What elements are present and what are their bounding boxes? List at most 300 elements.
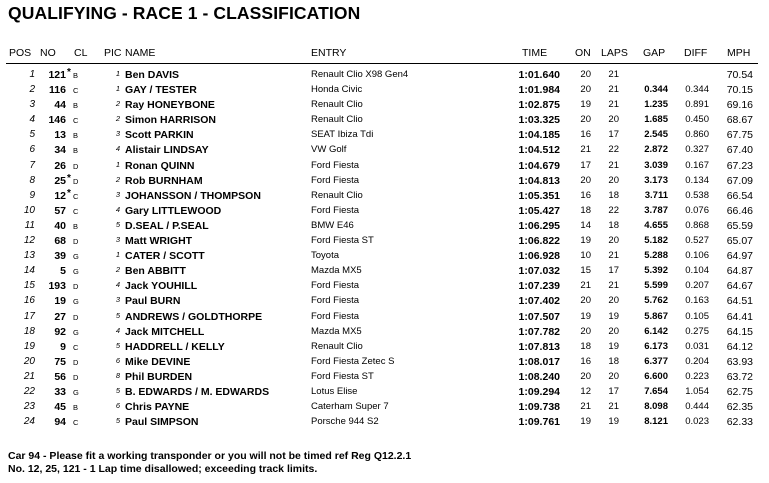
cell-mph: 67.40: [726, 144, 753, 157]
cell-time: 1:03.325: [518, 114, 560, 127]
cell-laps: 19: [608, 416, 619, 428]
table-row: [0, 310, 769, 325]
cell-diff: 0.207: [685, 280, 709, 292]
cell-gap: 6.173: [644, 340, 668, 352]
cell-mph: 64.67: [726, 280, 753, 293]
cell-diff: 0.450: [685, 114, 709, 126]
cell-pic: 3: [115, 129, 120, 139]
cell-mph: 69.16: [726, 99, 753, 112]
cell-star: *: [67, 187, 71, 199]
cell-pic: 5: [115, 310, 120, 320]
cell-on: 14: [580, 219, 591, 231]
cell-entry: Ford Fiesta: [311, 310, 360, 322]
cell-cl: D: [73, 176, 79, 186]
cell-on: 20: [580, 114, 591, 126]
cell-on: 18: [580, 204, 591, 216]
cell-no: 25: [54, 174, 66, 187]
cell-name: Rob BURNHAM: [125, 174, 203, 187]
cell-name: Ray HONEYBONE: [125, 99, 215, 112]
cell-cl: B: [73, 131, 79, 141]
cell-entry: Ford Fiesta ST: [311, 370, 374, 382]
cell-pos: 10: [23, 204, 35, 216]
cell-diff: 0.275: [685, 325, 709, 337]
cell-no: 56: [54, 370, 66, 383]
cell-gap: 7.654: [644, 385, 668, 397]
cell-on: 20: [580, 295, 591, 307]
cell-name: Gary LITTLEWOOD: [125, 204, 222, 217]
cell-no: 33: [54, 385, 66, 398]
cell-pic: 1: [115, 250, 120, 260]
cell-on: 20: [580, 69, 591, 80]
cell-pos: 2: [29, 84, 35, 96]
cell-no: 94: [54, 416, 66, 429]
cell-laps: 20: [608, 295, 619, 307]
cell-no: 92: [54, 325, 66, 338]
cell-on: 21: [580, 280, 591, 292]
cell-entry: Renault Clio: [311, 340, 363, 352]
cell-pic: 5: [115, 340, 120, 350]
cell-pos: 9: [29, 189, 35, 201]
cell-pos: 24: [23, 416, 35, 428]
cell-entry: SEAT Ibiza Tdi: [311, 129, 374, 141]
cell-time: 1:06.822: [518, 235, 560, 248]
cell-laps: 17: [608, 129, 619, 141]
cell-cl: D: [73, 237, 79, 247]
col-mph: MPH: [727, 47, 751, 59]
cell-name: Paul BURN: [125, 295, 181, 308]
cell-pic: 4: [115, 204, 120, 214]
cell-on: 20: [580, 84, 591, 96]
table-row: [0, 128, 769, 143]
cell-on: 19: [580, 310, 591, 322]
cell-laps: 21: [608, 401, 619, 413]
cell-gap: 5.288: [644, 250, 668, 262]
cell-cl: B: [73, 146, 79, 156]
cell-diff: 0.860: [685, 129, 709, 141]
cell-no: 19: [54, 295, 66, 308]
cell-gap: 0.344: [644, 84, 668, 96]
cell-mph: 62.75: [726, 385, 753, 398]
cell-on: 19: [580, 235, 591, 247]
cell-laps: 20: [608, 235, 619, 247]
cell-star: *: [67, 67, 71, 78]
cell-name: ANDREWS / GOLDTHORPE: [125, 310, 263, 323]
cell-pic: 4: [115, 325, 120, 335]
cell-cl: C: [73, 86, 79, 96]
cell-mph: 65.59: [726, 219, 753, 232]
cell-mph: 66.46: [726, 204, 753, 217]
cell-pic: 5: [115, 385, 120, 395]
cell-on: 10: [580, 250, 591, 262]
cell-no: 75: [54, 355, 66, 368]
cell-diff: 0.204: [685, 355, 709, 367]
cell-mph: 70.54: [726, 69, 753, 81]
table-row: [0, 219, 769, 234]
cell-no: 57: [54, 204, 66, 217]
cell-pic: 2: [115, 265, 120, 275]
cell-entry: Renault Clio: [311, 99, 363, 111]
cell-pic: 1: [115, 69, 120, 78]
cell-gap: 3.787: [644, 204, 668, 216]
col-diff: DIFF: [684, 47, 708, 59]
cell-no: 5: [60, 265, 66, 278]
cell-on: 12: [580, 385, 591, 397]
cell-on: 16: [580, 355, 591, 367]
cell-no: 27: [54, 310, 66, 323]
cell-pos: 1: [29, 69, 35, 80]
cell-name: GAY / TESTER: [125, 84, 197, 97]
cell-diff: 0.223: [685, 370, 709, 382]
cell-laps: 17: [608, 385, 619, 397]
cell-pic: 2: [115, 174, 120, 184]
cell-gap: 3.711: [644, 189, 668, 201]
cell-gap: 4.655: [644, 219, 668, 231]
cell-mph: 67.09: [726, 174, 753, 187]
footnotes: [8, 450, 411, 476]
table-row: [0, 355, 769, 370]
cell-pic: 3: [115, 295, 120, 305]
cell-mph: 66.54: [726, 189, 753, 202]
col-pos: POS: [9, 47, 32, 59]
cell-no: 34: [54, 144, 66, 157]
cell-pos: 6: [29, 144, 35, 156]
table-row: [0, 143, 769, 158]
cell-pos: 14: [23, 265, 35, 277]
cell-diff: 0.163: [685, 295, 709, 307]
cell-gap: 6.142: [644, 325, 668, 337]
cell-pos: 7: [29, 159, 35, 171]
cell-no: 9: [60, 340, 66, 353]
col-laps: LAPS: [601, 47, 628, 59]
cell-on: 18: [580, 340, 591, 352]
cell-pos: 5: [29, 129, 35, 141]
cell-name: Ronan QUINN: [125, 159, 195, 172]
cell-time: 1:05.351: [518, 189, 560, 202]
cell-pos: 16: [23, 295, 35, 307]
table-row: [0, 234, 769, 249]
cell-gap: 5.867: [644, 310, 668, 322]
cell-time: 1:05.427: [518, 204, 560, 217]
cell-diff: 0.076: [685, 204, 709, 216]
cell-diff: 0.527: [685, 235, 709, 247]
cell-cl: B: [73, 221, 79, 231]
cell-diff: 0.106: [685, 250, 709, 262]
cell-entry: Honda Civic: [311, 84, 363, 96]
cell-name: Simon HARRISON: [125, 114, 217, 127]
header-divider: [6, 63, 758, 64]
cell-name: Jack MITCHELL: [125, 325, 205, 338]
page-title: QUALIFYING - RACE 1 - CLASSIFICATION: [8, 3, 361, 23]
cell-no: 40: [54, 219, 66, 232]
table-header: [0, 47, 769, 61]
cell-pic: 5: [115, 416, 120, 426]
cell-cl: B: [73, 71, 79, 80]
cell-laps: 19: [608, 340, 619, 352]
cell-diff: 0.023: [685, 416, 709, 428]
cell-entry: Caterham Super 7: [311, 401, 389, 413]
cell-on: 17: [580, 159, 591, 171]
cell-pos: 4: [29, 114, 35, 126]
cell-time: 1:02.875: [518, 99, 560, 112]
table-row: [0, 83, 769, 98]
cell-on: 16: [580, 129, 591, 141]
cell-time: 1:08.240: [518, 370, 560, 383]
cell-laps: 20: [608, 174, 619, 186]
cell-entry: Ford Fiesta ST: [311, 235, 374, 247]
cell-gap: 2.545: [644, 129, 668, 141]
cell-pos: 23: [23, 401, 35, 413]
cell-cl: D: [73, 282, 79, 292]
cell-entry: BMW E46: [311, 219, 354, 231]
cell-time: 1:07.813: [518, 340, 560, 353]
cell-time: 1:07.402: [518, 295, 560, 308]
cell-no: 45: [54, 401, 66, 414]
cell-entry: Toyota: [311, 250, 339, 262]
cell-on: 21: [580, 144, 591, 156]
cell-no: 12: [54, 189, 66, 202]
cell-time: 1:07.032: [518, 265, 560, 278]
table-row: [0, 385, 769, 400]
cell-cl: G: [73, 252, 79, 262]
table-row: [0, 264, 769, 279]
cell-cl: G: [73, 327, 79, 337]
cell-entry: Mazda MX5: [311, 265, 362, 277]
cell-no: 26: [54, 159, 66, 172]
table-row: [0, 370, 769, 385]
cell-time: 1:01.984: [518, 84, 560, 97]
cell-cl: D: [73, 312, 79, 322]
cell-entry: Renault Clio X98 Gen4: [311, 69, 409, 80]
table-row: [0, 249, 769, 264]
cell-time: 1:04.813: [518, 174, 560, 187]
cell-pic: 6: [115, 355, 120, 365]
cell-cl: G: [73, 267, 79, 277]
cell-entry: Porsche 944 S2: [311, 416, 379, 428]
cell-mph: 64.97: [726, 250, 753, 263]
cell-pic: 8: [115, 370, 120, 380]
col-no: NO: [40, 47, 56, 59]
table-row: [0, 113, 769, 128]
cell-time: 1:04.679: [518, 159, 560, 172]
cell-time: 1:01.640: [518, 69, 560, 81]
table-row: [0, 174, 769, 189]
cell-no: 44: [54, 99, 66, 112]
cell-no: 146: [48, 114, 66, 127]
cell-diff: 0.104: [685, 265, 709, 277]
col-time: TIME: [522, 47, 548, 59]
cell-laps: 20: [608, 114, 619, 126]
cell-no: 121: [48, 69, 66, 81]
table-row: [0, 204, 769, 219]
cell-pos: 3: [29, 99, 35, 111]
cell-pic: 6: [115, 401, 120, 411]
cell-pic: 2: [115, 99, 120, 109]
cell-on: 20: [580, 325, 591, 337]
cell-entry: Ford Fiesta: [311, 159, 360, 171]
cell-gap: 5.599: [644, 280, 668, 292]
cell-pos: 11: [24, 219, 35, 231]
table-row: [0, 400, 769, 415]
cell-mph: 64.15: [726, 325, 753, 338]
cell-no: 116: [49, 84, 66, 97]
table-row: [0, 68, 769, 83]
cell-entry: Renault Clio: [311, 189, 363, 201]
cell-pic: 1: [115, 159, 120, 169]
cell-no: 193: [48, 280, 66, 293]
cell-entry: Ford Fiesta Zetec S: [311, 355, 395, 367]
cell-name: Phil BURDEN: [125, 370, 193, 383]
cell-diff: 0.167: [685, 159, 709, 171]
cell-time: 1:09.294: [518, 385, 560, 398]
cell-pic: 4: [115, 144, 120, 154]
cell-time: 1:04.185: [518, 129, 560, 142]
cell-laps: 20: [608, 370, 619, 382]
cell-mph: 65.07: [726, 235, 753, 248]
cell-on: 20: [580, 370, 591, 382]
cell-cl: C: [73, 418, 79, 428]
cell-mph: 64.51: [726, 295, 753, 308]
cell-gap: 1.685: [644, 114, 668, 126]
cell-diff: 0.344: [685, 84, 709, 96]
table-row: [0, 189, 769, 204]
cell-mph: 67.75: [726, 129, 753, 142]
table-row: [0, 159, 769, 174]
col-name: NAME: [125, 47, 156, 59]
cell-gap: 3.173: [644, 174, 668, 186]
cell-cl: C: [73, 206, 79, 216]
table-row: [0, 340, 769, 355]
cell-entry: Mazda MX5: [311, 325, 362, 337]
cell-on: 19: [580, 416, 591, 428]
cell-diff: 1.054: [685, 385, 709, 397]
cell-pos: 20: [23, 355, 35, 367]
cell-no: 13: [54, 129, 66, 142]
cell-entry: Renault Clio: [311, 114, 363, 126]
cell-laps: 18: [608, 355, 619, 367]
cell-cl: G: [73, 297, 79, 307]
cell-diff: 0.444: [685, 401, 709, 413]
cell-on: 21: [580, 401, 591, 413]
cell-name: Matt WRIGHT: [125, 235, 193, 248]
cell-mph: 67.23: [726, 159, 753, 172]
cell-name: Ben ABBITT: [125, 265, 186, 278]
cell-pos: 21: [23, 370, 35, 382]
cell-name: D.SEAL / P.SEAL: [125, 219, 209, 232]
cell-cl: G: [73, 387, 79, 397]
cell-laps: 22: [608, 204, 619, 216]
table-row: [0, 415, 769, 430]
cell-gap: 8.098: [644, 401, 668, 413]
col-pic: PIC: [104, 47, 122, 59]
cell-mph: 64.87: [726, 265, 753, 278]
cell-name: CATER / SCOTT: [125, 250, 205, 263]
footnote-1: Car 94 - Please fit a working transponder or you will not be timed ref Reg Q12.2.1: [8, 450, 412, 462]
cell-pos: 8: [29, 174, 35, 186]
cell-cl: D: [73, 161, 79, 171]
cell-pos: 22: [23, 385, 35, 397]
cell-name: Jack YOUHILL: [125, 280, 198, 293]
cell-pic: 1: [115, 84, 120, 94]
cell-mph: 68.67: [726, 114, 753, 127]
cell-gap: 6.600: [644, 370, 668, 382]
cell-entry: VW Golf: [311, 144, 347, 156]
table-row: [0, 279, 769, 294]
cell-pic: 5: [115, 219, 120, 229]
cell-gap: 3.039: [644, 159, 668, 171]
cell-cl: C: [73, 116, 79, 126]
cell-diff: 0.031: [685, 340, 709, 352]
cell-pic: 3: [115, 189, 120, 199]
cell-mph: 63.72: [726, 370, 753, 383]
cell-time: 1:06.295: [518, 219, 560, 232]
cell-name: JOHANSSON / THOMPSON: [125, 189, 261, 202]
cell-pos: 17: [23, 310, 35, 322]
cell-name: Mike DEVINE: [125, 355, 191, 368]
cell-mph: 70.15: [726, 84, 753, 97]
cell-cl: C: [73, 342, 79, 352]
table-row: [0, 98, 769, 113]
cell-laps: 22: [608, 144, 619, 156]
cell-cl: B: [73, 101, 79, 111]
cell-laps: 18: [608, 219, 619, 231]
col-cl: CL: [74, 47, 88, 59]
cell-on: 16: [580, 189, 591, 201]
cell-diff: 0.868: [685, 219, 709, 231]
cell-mph: 64.12: [726, 340, 753, 353]
cell-name: Chris PAYNE: [125, 401, 190, 414]
cell-time: 1:07.782: [518, 325, 560, 338]
cell-laps: 19: [608, 310, 619, 322]
cell-diff: 0.105: [685, 310, 709, 322]
cell-entry: Lotus Elise: [311, 385, 358, 397]
cell-name: Alistair LINDSAY: [125, 144, 209, 157]
cell-laps: 21: [608, 99, 619, 111]
cell-on: 15: [580, 265, 591, 277]
cell-name: Scott PARKIN: [125, 129, 194, 142]
cell-time: 1:04.512: [518, 144, 560, 157]
cell-gap: 5.182: [644, 235, 668, 247]
cell-mph: 62.33: [726, 416, 753, 429]
cell-entry: Ford Fiesta: [311, 280, 360, 292]
cell-laps: 21: [608, 159, 619, 171]
cell-laps: 17: [608, 265, 619, 277]
cell-entry: Ford Fiesta: [311, 204, 360, 216]
cell-mph: 62.35: [726, 401, 753, 414]
cell-pos: 13: [23, 250, 35, 262]
cell-pic: 4: [115, 280, 120, 290]
cell-time: 1:09.738: [518, 401, 560, 414]
cell-gap: 1.235: [644, 99, 668, 111]
cell-gap: 5.762: [644, 295, 668, 307]
col-gap: GAP: [643, 47, 666, 59]
cell-laps: 18: [608, 189, 619, 201]
cell-gap: 8.121: [644, 416, 668, 428]
cell-laps: 21: [608, 280, 619, 292]
cell-gap: 2.872: [644, 144, 668, 156]
cell-time: 1:06.928: [518, 250, 560, 263]
cell-mph: 63.93: [726, 355, 753, 368]
cell-diff: 0.134: [685, 174, 709, 186]
cell-diff: 0.538: [685, 189, 709, 201]
table-row: [0, 294, 769, 309]
cell-entry: Ford Fiesta: [311, 174, 360, 186]
cell-diff: 0.891: [685, 99, 709, 111]
cell-pos: 18: [23, 325, 35, 337]
col-on: ON: [575, 47, 591, 59]
cell-star: *: [67, 172, 71, 184]
cell-pic: 3: [115, 235, 120, 245]
cell-name: Ben DAVIS: [125, 69, 180, 81]
